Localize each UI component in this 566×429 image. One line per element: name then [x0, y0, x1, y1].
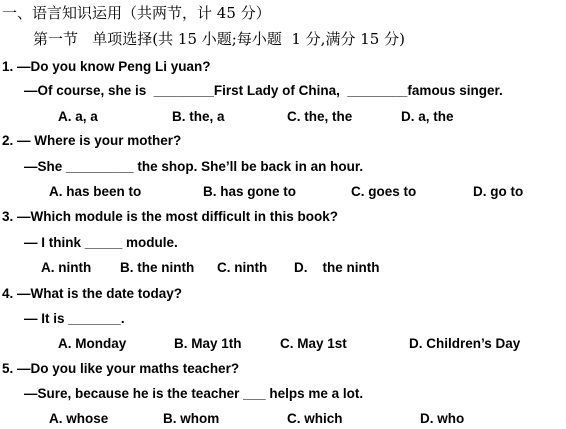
q1-option-c: C. the, the [287, 109, 353, 124]
q4-option-c: C. May 1st [280, 336, 347, 351]
q5-option-c: C. which [287, 411, 343, 426]
question-3-response: — I think _____ module. [24, 235, 178, 250]
q3-option-d: D. the ninth [294, 260, 380, 275]
q3-option-c: C. ninth [217, 260, 268, 275]
q5-option-b: B. whom [163, 411, 220, 426]
q2-option-c: C. goes to [351, 184, 417, 199]
question-2: 2. — Where is your mother? [2, 133, 182, 148]
q2-option-d: D. go to [473, 184, 524, 199]
question-5-response: —Sure, because he is the teacher ___ helps me a lot. [24, 386, 364, 401]
section-title: 一、语言知识运用（共两节，计 45 分） [2, 4, 271, 22]
section-subtitle: 第一节 单项选择(共 15 小题;每小题 1 分,满分 15 分) [33, 30, 405, 48]
q2-option-a: A. has been to [49, 184, 142, 199]
q5-option-a: A. whose [49, 411, 109, 426]
q1-option-a: A. a, a [58, 109, 98, 124]
question-2-response: —She _________ the shop. She’ll be back in an hour. [24, 159, 364, 174]
q5-option-d: D. who [420, 411, 465, 426]
q2-option-b: B. has gone to [203, 184, 297, 199]
q4-option-d: D. Children’s Day [409, 336, 521, 351]
question-5: 5. —Do you like your maths teacher? [2, 361, 240, 376]
question-4-response: — It is _______. [24, 311, 125, 326]
q1-option-d: D. a, the [401, 109, 454, 124]
question-4: 4. —What is the date today? [2, 286, 183, 301]
question-3: 3. —Which module is the most difficult in this book? [2, 209, 339, 224]
question-1-response: —Of course, she is ________First Lady of China, ________famous singer. [24, 83, 503, 98]
q4-option-a: A. Monday [58, 336, 127, 351]
q3-option-b: B. the ninth [120, 260, 195, 275]
question-1: 1. —Do you know Peng Li yuan? [2, 59, 211, 74]
q1-option-b: B. the, a [172, 109, 225, 124]
q4-option-b: B. May 1th [174, 336, 242, 351]
q3-option-a: A. ninth [41, 260, 92, 275]
